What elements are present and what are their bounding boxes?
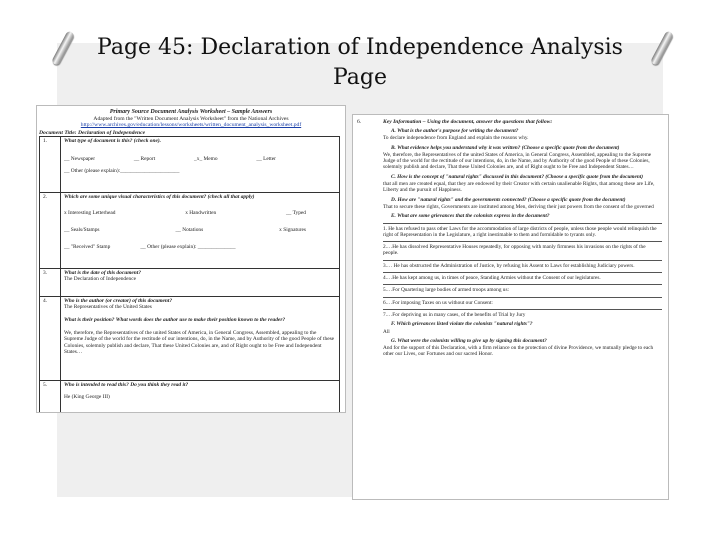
answer-text: that all men are created equal, that they are endowed by their Creator with certain unalienable Rights, that among these are Life, Liberty and the pursuit of Happiness.: [383, 181, 655, 194]
section-heading: [357, 119, 668, 125]
question-cell: [61, 296, 340, 380]
divider: [383, 297, 662, 298]
question-text: Which are some unique visual characteristics of this document? (check all that apply): [64, 193, 255, 200]
row-number: 2.: [40, 192, 61, 268]
answers-column: [353, 128, 668, 358]
table-row: [40, 380, 340, 413]
option-item: __ Report: [133, 156, 156, 163]
divider: [383, 272, 662, 273]
answer-text: That to secure these rights, Governments are instituted among Men, deriving their just powers from the consent of the governed: [383, 203, 654, 210]
question-text: What is their position? What words does the author use to make their position known to the reader?: [64, 316, 286, 323]
question-text: B. What evidence helps you understand why it was written? (Choose a specific quote from the document): [391, 144, 620, 151]
grievance-item: 6.…For imposing Taxes on us without our Consent:: [383, 299, 493, 306]
answer-text: And for the support of this Declaration, with a firm reliance on the protection of divine Providence, we mutually pledge to each other our Lives, our Fortunes and our sacred Honor.: [383, 345, 654, 358]
worksheet-page-right: [352, 114, 669, 500]
question-text: Who is the author (or creator) of this document?: [64, 297, 173, 304]
grievance-item: 2.…He has dissolved Representative Houses repeatedly, for opposing with manly firmness his invasions on the rights of the people.: [383, 244, 646, 257]
question-text: E. What are some grievances that the colonists express in the document?: [391, 213, 550, 220]
option-item: __ Notations: [175, 226, 204, 233]
divider: [383, 260, 662, 261]
table-row: [40, 296, 340, 380]
option-item: __ Other (please explain): ______________: [140, 243, 236, 250]
question-text: C. How is the concept of "natural rights" discussed in this document? (Choose a specific quote from the document): [391, 173, 644, 180]
pushpin-icon: [655, 30, 669, 70]
answer-text: We, therefore, the Representatives of the united States of America, in General Congress, Assembled, appealing to the Supreme Judge of the world for the rectitude of our intentions, do, in the Name, and by Authority of the good People of these Colonies, solemnly publish and declare, That these United Colonies are, and of Right ought to be Free and Independent States…: [64, 329, 335, 356]
slide-title-line-1: Page 45: Declaration of Independence Analysis: [97, 35, 623, 60]
option-item: __ Other (please explain):______________________: [64, 167, 180, 174]
question-text: What is the date of this document?: [64, 269, 141, 276]
grievance-item: 1. He has refused to pass other Laws for the accommodation of large districts of people, unless those people would relinquish the right of Representation in the Legislature, a right inestimable to them and formidable to tyrants only.: [383, 225, 657, 238]
worksheet-table: [39, 136, 340, 413]
question-text: F. Which grievances listed violate the colonists "natural rights"?: [391, 321, 533, 328]
slide-title-line-2: Page: [332, 65, 388, 90]
section-number: 6.: [357, 119, 362, 125]
option-item: x Handwritten: [185, 210, 217, 217]
grievance-item: 4.…He has kept among us, in times of peace, Standing Armies without the Consent of our legislatures.: [383, 275, 601, 282]
row-number: 1.: [40, 136, 61, 192]
option-item: __ Letter: [256, 156, 276, 163]
question-cell: [61, 268, 340, 296]
options-row: [64, 210, 336, 217]
worksheet-page-left: [36, 105, 346, 413]
row-number: 4.: [40, 296, 61, 380]
question-text: Who is intended to read this? Do you think they read it?: [64, 381, 189, 388]
question-cell: [61, 380, 340, 413]
worksheet-adapted-note: Adapted from the "Written Document Analysis Worksheet" from the National Archives: [93, 115, 289, 122]
answer-text: We, therefore, the Representatives of the united States of America, in General Congress, Assembled, appealing to the Supreme Judge of the world for the rectitude of our intentions, do, in the Name, and by Authority of the good People of these Colonies, solemnly publish and declare, That these United Colonies are, and of Right ought to be Free and Independent States…: [383, 151, 652, 171]
answer-text: To declare independence from England and explain the reasons why.: [383, 135, 529, 142]
options-row: [64, 244, 336, 251]
document-title: Document Title: Declaration of Independence: [39, 129, 146, 136]
answer-text: All: [383, 328, 390, 335]
divider: [383, 241, 662, 242]
row-number: 3.: [40, 268, 61, 296]
table-row: [40, 136, 340, 192]
question-cell: [61, 136, 340, 192]
option-item: x Signatures: [279, 226, 306, 233]
option-item: __ Typed: [285, 210, 306, 217]
divider: [383, 309, 662, 310]
grievance-item: 3.… He has obstructed the Administration of Justice, by refusing his Assent to Laws for establishing Judiciary powers.: [383, 262, 635, 269]
question-text: What type of document is this? (check one).: [64, 137, 162, 144]
divider: [383, 223, 662, 224]
options-row: [64, 227, 336, 234]
pushpin-icon: [56, 30, 70, 70]
question-text: G. What were the colonists willing to give up by signing this document?: [391, 337, 547, 344]
worksheet-heading: Primary Source Document Analysis Worksheet – Sample Answers: [109, 109, 273, 115]
option-item: x Interesting Letterhead: [64, 210, 116, 217]
option-item: __ "Received" Stamp: [64, 243, 111, 250]
question-cell: [61, 192, 340, 268]
grievance-item: 7.…For depriving us in many cases, of the benefits of Trial by Jury: [383, 311, 526, 318]
option-item: __ Newspaper: [64, 156, 95, 163]
grievance-item: 5.…For Quartering large bodies of armed troops among us:: [383, 287, 509, 294]
divider: [383, 284, 662, 285]
answer-text: The Representatives of the United States: [64, 304, 152, 311]
row-number: 5.: [40, 380, 61, 413]
option-item: __ Seals/Stamps: [64, 226, 100, 233]
option-item: _x_ Memo: [194, 156, 218, 163]
answer-text: The Declaration of Independence: [64, 276, 136, 283]
question-text: A. What is the author's purpose for writing the document?: [391, 128, 519, 134]
table-row: [40, 192, 340, 268]
worksheet-header: [37, 109, 345, 129]
answer-text: He (King George III): [64, 394, 110, 401]
worksheet-source-link[interactable]: http://www.archives.gov/education/lessons/worksheets/written_document_analysis_worksheet.pdf: [80, 122, 302, 129]
question-text: D. How are "natural rights" and the governments connected? (Choose a specific quote from the document): [391, 196, 626, 203]
section-heading-text: Key Information – Using the document, answer the questions that follow:: [383, 119, 553, 125]
table-row: [40, 268, 340, 296]
options-row: [64, 156, 336, 163]
slide-title: [90, 33, 630, 93]
